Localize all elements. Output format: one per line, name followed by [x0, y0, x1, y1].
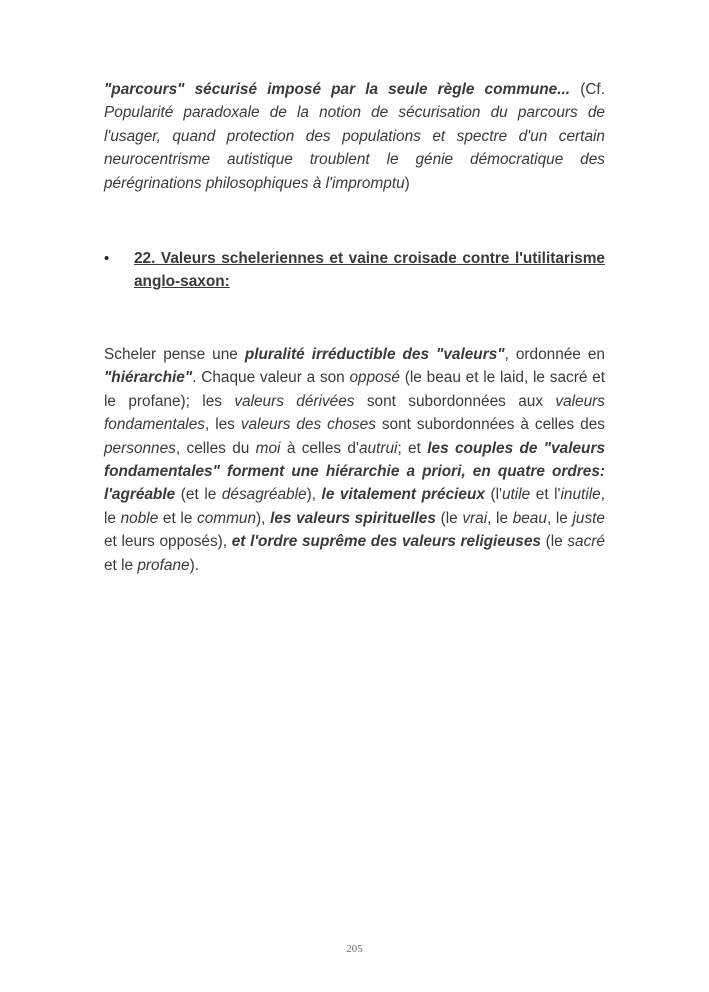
paragraph-intro-block [104, 78, 605, 195]
paragraph_2-run: , le [546, 509, 573, 527]
paragraph_2-run: ), [256, 509, 271, 527]
paragraph_2-run: désagréable [221, 486, 307, 504]
paragraph_2-run: , le [104, 486, 606, 527]
paragraph_1-run: Popularité paradoxale de la notion de sécurisation du parcours de l'usager, quand protection des populations et spectre d'un certain neurocentrisme autistique troublent le génie démocratique des pérégrinations philosophiques à l'impromptu [104, 104, 605, 192]
paragraph_2-run: profane [137, 556, 190, 574]
paragraph_2-run: et l'ordre suprême des valeurs religieuses [231, 533, 541, 551]
paragraph_2-run: valeurs dérivées [234, 392, 355, 410]
paragraph_2-run: le vitalement précieux [321, 486, 485, 504]
paragraph_2-run: valeurs des choses [240, 416, 376, 434]
paragraph_2-run: personnes [104, 439, 176, 457]
paragraph_2-run: (le [540, 533, 568, 551]
paragraph_1-run: (Cf. [570, 81, 605, 98]
paragraph_2-run: (le [435, 509, 463, 527]
paragraph_2-run: "hiérarchie" [104, 369, 193, 387]
paragraph-scheler [104, 343, 605, 577]
paragraph_2-run: (et le [175, 486, 222, 504]
paragraph_2-run: . Chaque valeur a son [192, 369, 350, 387]
paragraph_2-run: opposé [349, 369, 400, 387]
paragraph_2-run: les valeurs spirituelles [270, 509, 436, 527]
paragraph_2-run: utile [501, 486, 531, 504]
paragraph-scheler-block [104, 343, 605, 577]
paragraph_2-run: juste [572, 509, 605, 527]
paragraph_2-run: sont subordonnées à celles des [375, 416, 605, 434]
section-heading [104, 247, 605, 294]
paragraph_2-run: et l' [530, 486, 561, 504]
page-number: 205 [346, 943, 363, 955]
paragraph_2-run: (l' [484, 486, 502, 504]
paragraph_2-run: sacré [567, 533, 605, 551]
paragraph_2-run: autrui [358, 439, 398, 457]
bullet-icon: • [104, 250, 110, 267]
paragraph-intro [104, 78, 605, 195]
paragraph_2-run: beau [512, 509, 547, 527]
paragraph_2-run: à celles d' [280, 439, 359, 457]
paragraph_2-run: ). [189, 556, 199, 574]
paragraph_2-run: et leurs opposés), [104, 533, 232, 551]
paragraph_2-run: (le beau et le laid, le sacré et le profane); les [104, 369, 605, 410]
paragraph_2-run: commun [197, 509, 257, 527]
paragraph_2-run: pluralité irréductible des "valeurs" [244, 346, 505, 363]
paragraph_2-run: Scheler pense une [104, 346, 245, 363]
paragraph_2-run: , le [487, 509, 513, 527]
paragraph_2-run: les couples de "valeurs fondamentales" forment une hiérarchie a priori, en quatre ordres: l'agréable [104, 439, 606, 504]
paragraph_2-run: inutile [560, 486, 601, 504]
paragraph_2-run: , celles du [175, 439, 256, 457]
paragraph_2-run: et le [104, 556, 138, 574]
section-heading-text: 22. Valeurs scheleriennes et vaine croisade contre l'utilitarisme anglo-saxon: [134, 250, 605, 291]
paragraph_2-run: , ordonnée en [504, 346, 605, 363]
paragraph_2-run: vrai [462, 509, 488, 527]
paragraph_2-run: noble [120, 509, 159, 527]
paragraph_1-run: ) [404, 174, 410, 192]
paragraph_2-run: ; et [397, 439, 428, 457]
paragraph_2-run: valeurs fondamentales [104, 392, 605, 434]
paragraph_2-run: moi [255, 439, 281, 457]
paragraph_2-run: sont subordonnées aux [354, 392, 556, 410]
paragraph_2-run: , les [204, 416, 241, 434]
paragraph_2-run: et le [158, 509, 198, 527]
paragraph_2-run: ), [306, 486, 322, 504]
paragraph_1-run: "parcours" sécurisé imposé par la seule règle commune... [104, 81, 571, 98]
